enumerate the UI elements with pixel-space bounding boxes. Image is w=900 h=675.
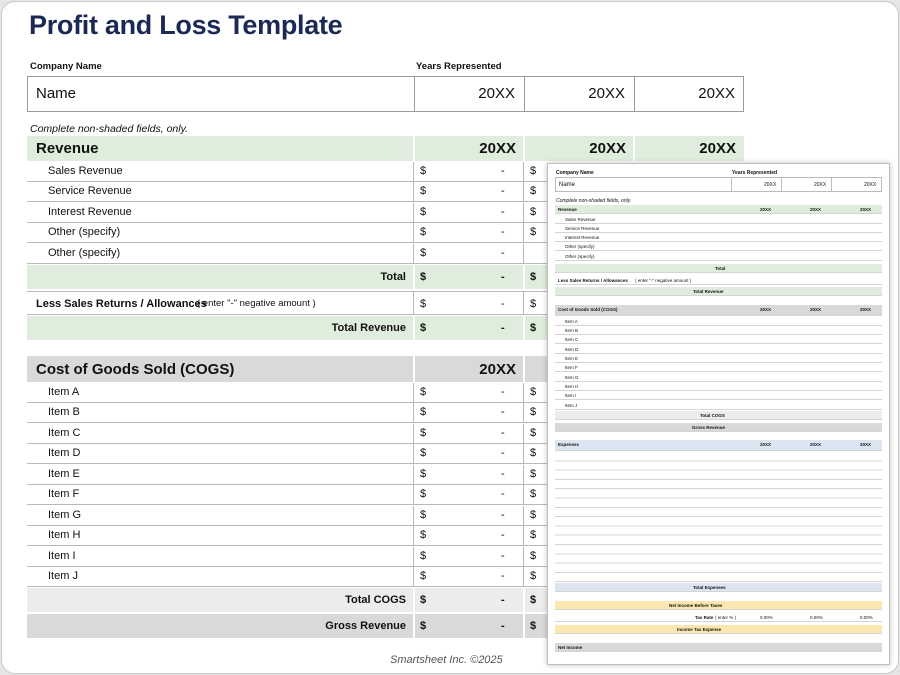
cogs-item-label: Item J [48, 570, 78, 582]
currency-symbol: $ [420, 620, 427, 632]
total-value: - [501, 322, 505, 334]
currency-symbol: $ [530, 570, 537, 582]
thumb-total-expenses-row [555, 583, 882, 592]
thumb-tax-rate-2: 0.00% [810, 615, 823, 620]
thumb-years-label: Years Represented [732, 170, 778, 176]
thumb-row-label: Item H [565, 384, 579, 389]
currency-symbol: $ [420, 570, 427, 582]
currency-symbol: $ [420, 594, 427, 606]
amount-value[interactable]: - [501, 529, 505, 541]
amount-value[interactable]: - [501, 447, 505, 459]
amount-value[interactable]: - [501, 509, 505, 521]
thumb-row-label: Other (specify) [565, 254, 595, 259]
currency-symbol: $ [530, 206, 537, 218]
amount-value[interactable]: - [501, 570, 505, 582]
currency-symbol: $ [420, 322, 427, 334]
thumb-revenue-row [555, 233, 882, 242]
currency-symbol: $ [530, 529, 537, 541]
page-title: Profit and Loss Template [29, 10, 343, 40]
thumb-cogs-row [555, 345, 882, 354]
thumb-company-label: Company Name [556, 170, 594, 176]
thumb-company-name: Name [559, 182, 576, 188]
thumb-revenue-title: Revenue [558, 207, 577, 212]
thumb-row-label: Item F [565, 365, 578, 370]
thumb-cogs-year-2: 20XX [810, 307, 822, 312]
currency-symbol: $ [530, 620, 537, 632]
cogs-item-label: Item C [48, 427, 81, 439]
thumb-cogs-title: Cost of Goods Sold (COGS) [558, 307, 618, 312]
thumb-net-income-row [555, 643, 882, 652]
thumb-total-expenses-label: Total Expenses [693, 585, 726, 590]
currency-symbol: $ [530, 406, 537, 418]
revenue-year-1: 20XX [479, 140, 516, 157]
thumb-note: Complete non-shaded fields, only. [556, 198, 632, 204]
thumb-cogs-row [555, 354, 882, 363]
thumb-year-3: 20XX [864, 182, 877, 188]
thumb-returns-hint: ( enter "-" negative amount ) [635, 278, 692, 283]
cogs-year-1: 20XX [479, 361, 516, 378]
thumb-total-row [555, 264, 882, 273]
thumb-total-revenue-row [555, 287, 882, 296]
currency-symbol: $ [420, 488, 427, 500]
amount-value[interactable]: - [501, 247, 505, 259]
thumb-tax-rate-3: 0.00% [860, 615, 873, 620]
currency-symbol: $ [420, 447, 427, 459]
cogs-item-label: Item B [48, 406, 80, 418]
thumb-total-label: Total [715, 266, 726, 271]
total-value: - [501, 594, 505, 606]
thumb-total-revenue-label: Total Revenue [693, 289, 724, 294]
currency-symbol: $ [530, 427, 537, 439]
revenue-item-label: Service Revenue [48, 185, 132, 197]
thumb-expense-rows [555, 452, 882, 582]
thumb-cogs-year-3: 20XX [860, 307, 872, 312]
thumb-gross-row [555, 423, 882, 432]
revenue-title: Revenue [36, 140, 99, 157]
template-page [1, 1, 899, 674]
currency-symbol: $ [530, 386, 537, 398]
thumb-row-label: Service Revenue [565, 226, 600, 231]
currency-symbol: $ [530, 322, 537, 334]
thumb-row-label: Item D [565, 347, 579, 352]
currency-symbol: $ [530, 550, 537, 562]
thumb-gross-label: Gross Revenue [692, 425, 726, 430]
thumb-returns-label: Less Sales Returns / Allowances [558, 278, 628, 283]
thumb-net-income-label: Net Income [558, 645, 583, 650]
total-value: - [501, 620, 505, 632]
thumb-exp-year-2: 20XX [810, 442, 822, 447]
thumb-revenue-header [555, 205, 882, 214]
thumb-cogs-row [555, 335, 882, 344]
revenue-item-label: Other (specify) [48, 247, 121, 259]
currency-symbol: $ [420, 185, 427, 197]
currency-symbol: $ [420, 550, 427, 562]
currency-symbol: $ [530, 468, 537, 480]
currency-symbol: $ [530, 165, 537, 177]
thumb-revenue-row [555, 215, 882, 224]
currency-symbol: $ [420, 509, 427, 521]
thumb-year-1: 20XX [764, 182, 777, 188]
thumb-cogs-row [555, 363, 882, 372]
thumb-cogs-row [555, 382, 882, 391]
years-represented-label: Years Represented [416, 61, 502, 72]
thumb-cogs-year-1: 20XX [760, 307, 772, 312]
thumb-returns-row [555, 276, 882, 285]
currency-symbol: $ [420, 529, 427, 541]
thumb-exp-year-1: 20XX [760, 442, 772, 447]
year-field-2[interactable]: 20XX [588, 85, 625, 102]
currency-symbol: $ [420, 226, 427, 238]
revenue-total-label: Total [380, 271, 406, 283]
currency-symbol: $ [420, 165, 427, 177]
revenue-year-3: 20XX [699, 140, 736, 157]
thumb-exp-year-3: 20XX [860, 442, 872, 447]
amount-value[interactable]: - [501, 226, 505, 238]
thumb-row-label: Sales Revenue [565, 217, 596, 222]
total-value: - [501, 271, 505, 283]
footer-copyright: Smartsheet Inc. ©2025 [390, 654, 503, 666]
currency-symbol: $ [420, 468, 427, 480]
thumb-cogs-header [555, 305, 882, 316]
currency-symbol: $ [530, 226, 537, 238]
thumb-cogs-row [555, 391, 882, 400]
template-preview-thumbnail[interactable] [547, 163, 890, 665]
total-revenue-label: Total Revenue [331, 322, 406, 334]
thumb-row-label: Item J [565, 403, 578, 408]
thumb-tax-rate-label: Tax Rate [695, 615, 714, 620]
revenue-item-label: Other (specify) [48, 226, 121, 238]
currency-symbol: $ [530, 185, 537, 197]
currency-symbol: $ [420, 271, 427, 283]
thumb-tax-rate-row [555, 613, 882, 622]
thumb-row-label: Interest Revenue [565, 235, 600, 240]
total-cogs-label: Total COGS [345, 594, 406, 606]
currency-symbol: $ [420, 298, 427, 310]
company-name-label: Company Name [30, 61, 102, 72]
currency-symbol: $ [530, 298, 537, 310]
amount-value[interactable]: - [501, 550, 505, 562]
currency-symbol: $ [420, 206, 427, 218]
thumb-rev-year-2: 20XX [810, 207, 822, 212]
currency-symbol: $ [530, 509, 537, 521]
thumb-cogs-row [555, 317, 882, 326]
thumb-expenses-title: Expenses [558, 442, 580, 447]
year-field-1[interactable]: 20XX [478, 85, 515, 102]
returns-label: Less Sales Returns / Allowances [36, 298, 207, 310]
cogs-item-label: Item E [48, 468, 80, 480]
thumb-total-cogs-row [555, 411, 882, 420]
thumb-row-label: Item G [565, 375, 579, 380]
currency-symbol: $ [420, 406, 427, 418]
thumb-net-before-label: Net Income Before Taxes [669, 603, 723, 608]
gross-revenue-label: Gross Revenue [325, 620, 406, 632]
thumb-cogs-row [555, 326, 882, 335]
currency-symbol: $ [530, 594, 537, 606]
thumb-row-label: Item I [565, 393, 577, 398]
amount-value[interactable]: - [501, 488, 505, 500]
cogs-item-label: Item G [48, 509, 82, 521]
thumb-cogs-row [555, 373, 882, 382]
thumb-revenue-row [555, 224, 882, 233]
thumb-revenue-row [555, 252, 882, 261]
cogs-item-label: Item H [48, 529, 81, 541]
thumb-revenue-row [555, 242, 882, 251]
thumb-income-tax-row [555, 625, 882, 634]
amount-value[interactable]: - [501, 185, 505, 197]
thumb-tax-rate-1: 0.00% [760, 615, 773, 620]
amount-value[interactable]: - [501, 406, 505, 418]
thumb-row-label: Item C [565, 337, 579, 342]
thumb-row-label: Item B [565, 328, 579, 333]
currency-symbol: $ [530, 488, 537, 500]
amount-value[interactable]: - [501, 165, 505, 177]
currency-symbol: $ [420, 386, 427, 398]
thumb-income-tax-label: Income Tax Expense [677, 627, 722, 632]
cogs-title: Cost of Goods Sold (COGS) [36, 361, 235, 378]
amount-value[interactable]: - [501, 298, 505, 310]
currency-symbol: $ [420, 247, 427, 259]
currency-symbol: $ [420, 427, 427, 439]
revenue-year-2: 20XX [589, 140, 626, 157]
thumb-row-label: Other (specify) [565, 244, 595, 249]
thumb-year-2: 20XX [814, 182, 827, 188]
cogs-item-label: Item F [48, 488, 80, 500]
cogs-item-label: Item A [48, 386, 80, 398]
currency-symbol: $ [530, 271, 537, 283]
amount-value[interactable]: - [501, 468, 505, 480]
company-name-field[interactable]: Name [36, 85, 77, 102]
thumb-row-label: Item E [565, 356, 579, 361]
amount-value[interactable]: - [501, 386, 505, 398]
returns-hint: ( enter "-" negative amount ) [197, 298, 316, 309]
thumb-row-label: Item A [565, 319, 578, 324]
year-field-3[interactable]: 20XX [698, 85, 735, 102]
thumb-tax-rate-hint: ( enter % ) [715, 615, 737, 620]
thumb-name-row [555, 177, 882, 192]
cogs-item-label: Item I [48, 550, 76, 562]
amount-value[interactable]: - [501, 206, 505, 218]
revenue-item-label: Sales Revenue [48, 165, 123, 177]
thumb-rev-year-1: 20XX [760, 207, 772, 212]
revenue-item-label: Interest Revenue [48, 206, 132, 218]
thumb-net-before-row [555, 601, 882, 610]
amount-value[interactable]: - [501, 427, 505, 439]
thumb-expenses-header [555, 440, 882, 451]
thumb-cogs-row [555, 401, 882, 410]
cogs-item-label: Item D [48, 447, 81, 459]
thumb-rev-year-3: 20XX [860, 207, 872, 212]
revenue-header [27, 136, 744, 161]
instruction-note: Complete non-shaded fields, only. [30, 123, 188, 135]
thumb-total-cogs-label: Total COGS [700, 413, 725, 418]
currency-symbol: $ [530, 447, 537, 459]
